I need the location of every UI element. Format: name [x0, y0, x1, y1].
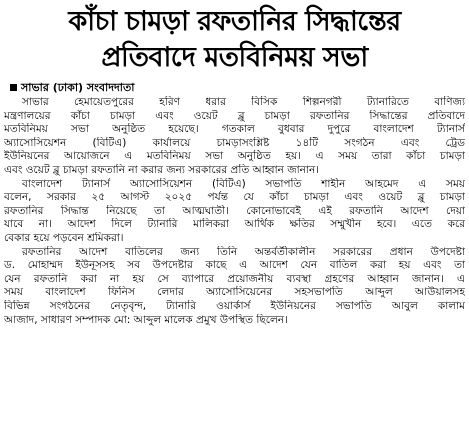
article-line: বিভিন্ন সংগঠনের নেতৃবৃন্দ, ট্যানারি ওয়ার্কার্স ইউনিয়নের সভাপতি আবুল কালাম: [4, 299, 465, 312]
article-line: বেকার হয়ে পড়বেন শ্রমিকরা।: [4, 231, 124, 244]
article-line: মতবিনিময় সভা অনুষ্ঠিত হয়েছে। গতকাল বুধবার দুপুরে বাংলাদেশ ট্যানার্স: [4, 123, 465, 136]
article-line: আজাদ, সাধারণ সম্পাদক মো: আব্দুল মালেক প্রমুখ উপস্থিত ছিলেন।: [4, 313, 288, 326]
byline-text: সাভার (ঢাকা) সংবাদদাতা: [21, 81, 135, 94]
square-bullet-icon: [10, 84, 17, 91]
article-line: মন্ত্রণালয়ের কাঁচা চামড়া এবং ওয়েট ব্লু চামড়া রফতানির সিদ্ধান্তের প্রতিবাদে: [4, 109, 465, 122]
headline-line-2: প্রতিবাদে মতবিনিময় সভা: [101, 42, 368, 73]
article-line: রফতানির আদেশ বাতিলের জন্য তিনি অন্তর্বর্তীকালীন সরকারের প্রধান উপদেষ্টা: [22, 245, 465, 258]
article-line: রফতানির সিদ্ধান্ত নিয়েছে তা আত্মঘাতী। কোনোভাবেই এই রফতানি আদেশ দেয়া: [4, 204, 465, 217]
article-line: ইউনিয়নের আয়োজনে এ মতবিনিময় সভা অনুষ্ঠিত হয়। এ সময় তারা কাঁচা চামড়া: [4, 150, 465, 163]
article-line: বলেন, সরকার ২৫ আগস্ট ২০২৫ পর্যন্ত যে কাঁচা চামড়া এবং ওয়েট ব্লু চামড়া: [4, 191, 465, 204]
article-line: এবং ওয়েট ব্লু চামড়া রফতানি না করার জন্য সরকারের প্রতি আহ্বান জানান।: [4, 163, 320, 176]
article-line: যেন রফতানি করা না হয় সে ব্যাপারে প্রয়োজনীয় ব্যবস্থা গ্রহণের আহ্বান জানান। এ: [4, 272, 465, 285]
article-headline: [4, 0, 465, 76]
article-line: ড. মোহাম্মদ ইউনূসসহ সব উপদেষ্টার কাছে এ আদেশ যেন বাতিল করা হয় এবং তা: [4, 259, 465, 272]
article-line: বাংলাদেশ ট্যানার্স অ্যাসোসিয়েশন (বিটিএ) সভাপতি শাহীন আহমেদ এ সময়: [22, 177, 465, 190]
article-line: অ্যাসোসিয়েশন (বিটিএ) কার্যালয়ে চামড়াসংশ্লিষ্ট ১৪টি সংগঠন এবং ট্রেড: [4, 136, 465, 149]
headline-line-1: কাঁচা চামড়া রফতানির সিদ্ধান্তের: [68, 6, 401, 37]
article-line: সময় বাংলাদেশ ফিনিস লেদার অ্যাসোসিয়েনের সহসভাপতি আব্দুল আউয়ালসহ: [4, 286, 465, 299]
article-line: যাবে না। আদেশ দিলে ট্যানারি মালিকরা আর্থিক ক্ষতির সম্মুখীন হবে। এতে করে: [4, 218, 465, 231]
byline: [4, 80, 465, 95]
article-body: [4, 96, 465, 327]
article-line: সাভার হেমায়েতপুরের হরিণ ধরার বিসিক শিল্পনগরী ট্যানারিতে বাণিজ্য: [22, 96, 465, 108]
